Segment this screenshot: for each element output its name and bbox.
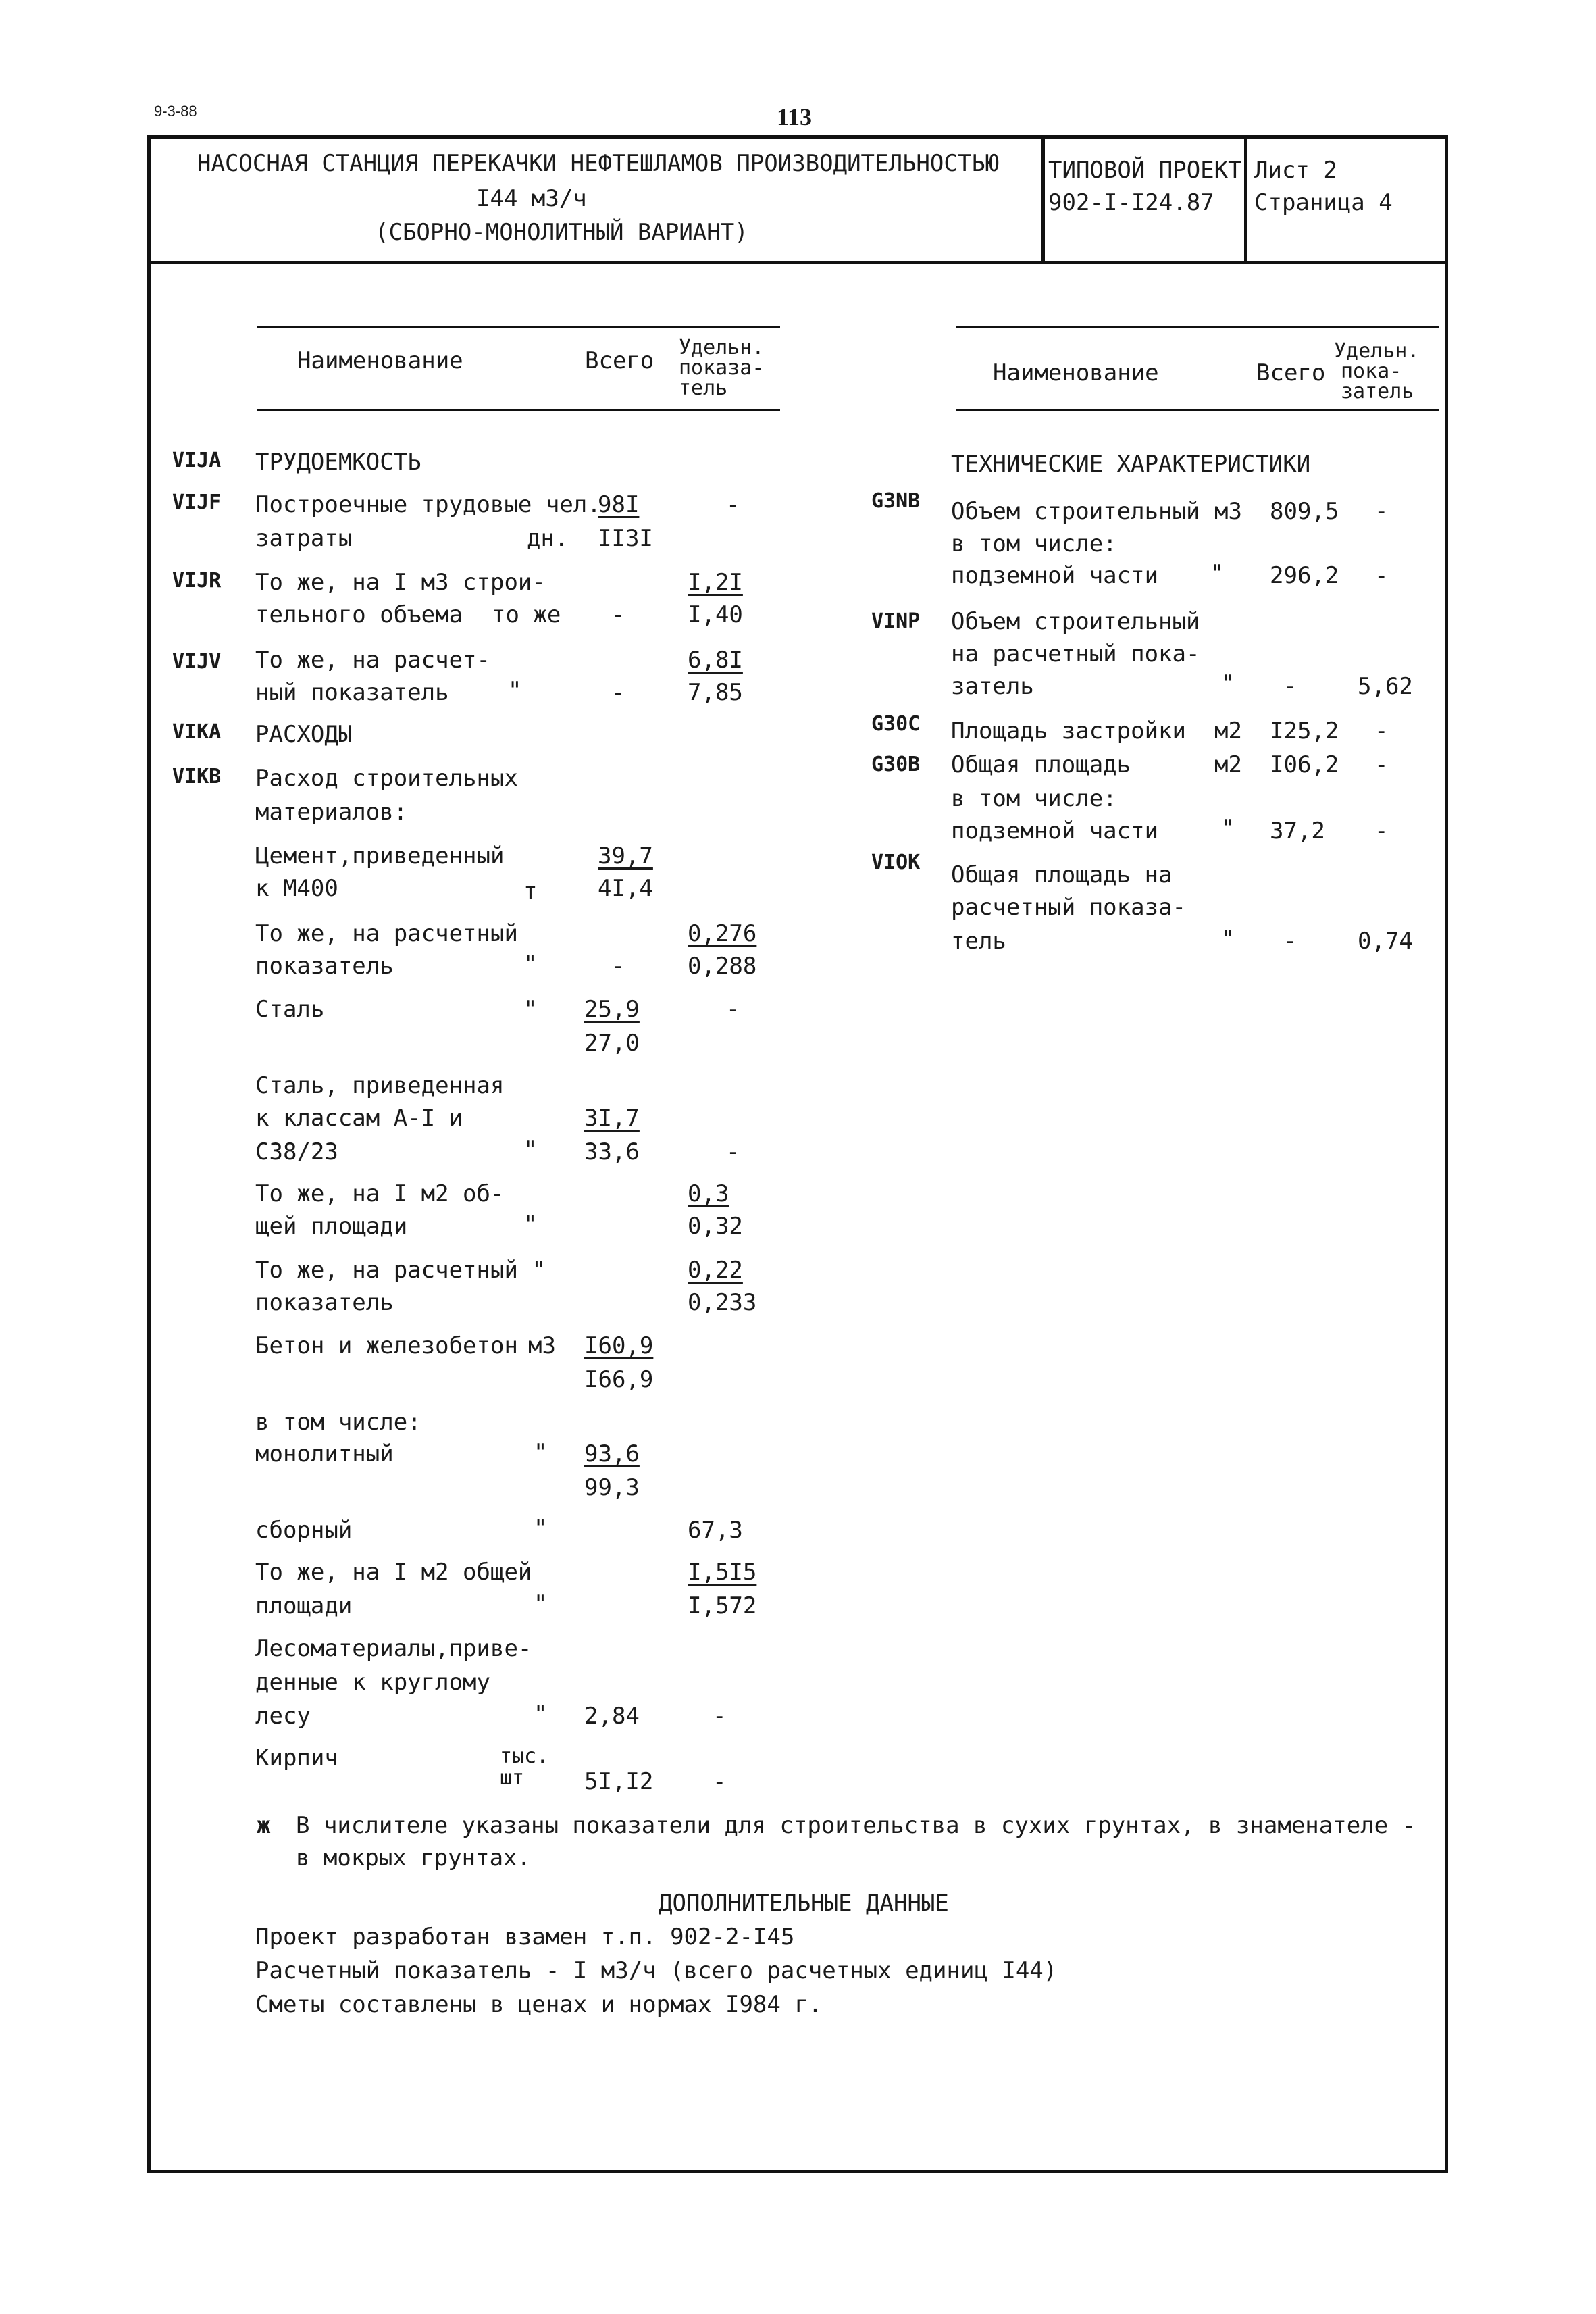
row-unit: " (1221, 926, 1235, 953)
row-name: площади (255, 1592, 353, 1619)
row-name: денные к круглому (255, 1669, 490, 1696)
row-name: в том числе: (255, 1409, 421, 1436)
value-denominator: 33,6 (584, 1138, 640, 1165)
value-dash: - (611, 953, 625, 980)
row-unit: тыс. (500, 1744, 549, 1768)
row-name: То же, на расчет- (255, 647, 490, 674)
code-label: VIJA (172, 449, 222, 472)
value-numerator: 0,22 (688, 1257, 743, 1284)
value-denominator: II3I (598, 525, 653, 552)
left-col-spec-1: Удельн. (679, 336, 765, 359)
value-single: 0,74 (1358, 928, 1413, 955)
left-table-top-rule (257, 326, 780, 328)
row-name: Объем строительный (951, 608, 1200, 635)
value-denominator: I,40 (688, 601, 743, 628)
value-dash: - (611, 601, 625, 628)
row-unit: то же (492, 601, 561, 628)
row-name: Общая площадь на (951, 861, 1173, 888)
value-denominator: 0,32 (688, 1213, 743, 1240)
value-numerator: 0,276 (688, 920, 757, 947)
row-unit: " (534, 1590, 548, 1617)
right-col-spec-2: пока- (1341, 359, 1402, 383)
value-numerator: 6,8I (688, 647, 743, 674)
value-numerator: 25,9 (584, 996, 640, 1023)
row-unit: " (1210, 560, 1225, 587)
row-unit: " (534, 1701, 548, 1728)
row-name: к классам А-I и (255, 1105, 463, 1132)
row-name: Сталь (255, 996, 325, 1023)
value-dash: - (713, 1768, 727, 1795)
code-label: VIKB (172, 765, 222, 788)
row-name: в том числе: (951, 785, 1117, 812)
value-single: 296,2 (1270, 562, 1339, 589)
row-unit: " (523, 1211, 538, 1238)
row-name: лесу (255, 1703, 311, 1730)
value-dash: - (1374, 562, 1389, 589)
row-name: То же, на расчетный (255, 920, 518, 947)
footnote-line2: в мокрых грунтах. (296, 1844, 531, 1871)
value-denominator: 7,85 (688, 679, 743, 706)
project-number: 902-I-I24.87 (1048, 189, 1214, 216)
value-dash: - (713, 1703, 727, 1730)
value-dash: - (1374, 818, 1389, 845)
value-single: 5,62 (1358, 673, 1413, 700)
row-name: к М400 (255, 875, 338, 902)
value-denominator: 0,288 (688, 953, 757, 980)
row-name: То же, на расчетный " (255, 1257, 546, 1284)
row-name: на расчетный пока- (951, 640, 1200, 668)
value-single: 37,2 (1270, 818, 1325, 845)
value-numerator: I,2I (688, 569, 743, 596)
value-single: 5I,I2 (584, 1768, 654, 1795)
value-denominator: 4I,4 (598, 875, 653, 902)
additional-line2: Расчетный показатель - I м3/ч (всего расчетных единиц I44) (255, 1957, 1058, 1984)
row-name: щей площади (255, 1213, 408, 1240)
left-col-total: Всего (585, 347, 654, 374)
row-name: тельного объема (255, 601, 463, 628)
right-col-name: Наименование (993, 359, 1159, 386)
row-name: Лесоматериалы,приве- (255, 1635, 532, 1662)
value-denominator: I,572 (688, 1592, 757, 1619)
row-unit: " (523, 996, 538, 1023)
row-unit: т (523, 878, 538, 905)
right-col-total: Всего (1256, 359, 1326, 386)
page-number: 113 (777, 103, 813, 130)
row-name: затраты (255, 525, 353, 552)
row-name: Сталь, приведенная (255, 1072, 505, 1099)
row-name: Кирпич (255, 1744, 338, 1771)
footnote-marker: ж (257, 1812, 271, 1839)
row-unit: " (523, 1136, 538, 1163)
value-dash: - (1283, 673, 1297, 700)
additional-title: ДОПОЛНИТЕЛЬНЫЕ ДАННЫЕ (659, 1890, 949, 1917)
row-unit: м3 (528, 1332, 556, 1359)
header-divider-1 (1041, 135, 1045, 263)
row-name: То же, на I м3 строи- (255, 569, 546, 596)
header-title-line2: I44 м3/ч (476, 185, 587, 212)
right-col-spec-3: затель (1341, 380, 1414, 403)
value-dash: - (1374, 751, 1389, 778)
header-title-line1: НАСОСНАЯ СТАНЦИЯ ПЕРЕКАЧКИ НЕФТЕШЛАМОВ ПРОИЗВОДИТЕЛЬНОСТЬЮ (197, 150, 1000, 177)
value-dash: - (726, 996, 740, 1023)
header-title-line3: (СБОРНО-МОНОЛИТНЫЙ ВАРИАНТ) (375, 219, 748, 246)
left-table-header-rule (257, 409, 780, 411)
value-denominator: 0,233 (688, 1289, 757, 1316)
row-unit: " (508, 677, 522, 704)
code-label: G30B (871, 753, 921, 776)
value-numerator: 98I (598, 491, 640, 518)
code-label: G30C (871, 712, 921, 736)
value-numerator: I60,9 (584, 1332, 654, 1359)
row-name: материалов: (255, 799, 408, 826)
section-heading: ТЕХНИЧЕСКИЕ ХАРАКТЕРИСТИКИ (951, 451, 1311, 478)
value-dash: - (1283, 928, 1297, 955)
row-unit: " (534, 1515, 548, 1542)
row-name: Объем строительный (951, 498, 1200, 525)
row-name: С38/23 (255, 1138, 338, 1165)
row-unit: м3 (1214, 498, 1242, 525)
row-name: подземной части (951, 562, 1159, 589)
row-unit: " (1221, 815, 1235, 842)
header-divider-2 (1244, 135, 1247, 263)
row-name: То же, на I м2 об- (255, 1180, 505, 1207)
row-unit: " (1221, 670, 1235, 697)
row-name: Общая площадь (951, 751, 1131, 778)
value-denominator: I66,9 (584, 1366, 654, 1393)
row-name: монолитный (255, 1440, 394, 1467)
value-dash: - (726, 491, 740, 518)
value-numerator: 93,6 (584, 1440, 640, 1467)
value-dash: - (1374, 498, 1389, 525)
value-single: 809,5 (1270, 498, 1339, 525)
value-numerator: 0,3 (688, 1180, 729, 1207)
row-name: в том числе: (951, 530, 1117, 557)
code-label: VINP (871, 609, 921, 633)
code-label: G3NB (871, 489, 921, 513)
value-single: I06,2 (1270, 751, 1339, 778)
row-name: сборный (255, 1517, 353, 1544)
value-numerator: 3I,7 (584, 1105, 640, 1132)
row-name: Бетон и железобетон (255, 1332, 518, 1359)
header-bottom-rule (147, 261, 1448, 264)
row-name: затель (951, 673, 1034, 700)
right-table-top-rule (956, 326, 1439, 328)
page-ref: Страница 4 (1254, 189, 1393, 216)
row-name: Площадь застройки (951, 718, 1186, 745)
footnote-line1: В числителе указаны показатели для строительства в сухих грунтах, в знаменателе - (296, 1812, 1416, 1839)
additional-line3: Сметы составлены в ценах и нормах I984 г. (255, 1991, 823, 2018)
right-col-spec-1: Удельн. (1334, 339, 1420, 363)
row-name: ный показатель (255, 679, 449, 706)
document-code: 9-3-88 (154, 103, 197, 120)
value-numerator: I,5I5 (688, 1559, 757, 1586)
row-name: Расход строительных (255, 765, 518, 792)
row-name: расчетный показа- (951, 894, 1186, 921)
section-heading: ТРУДОЕМКОСТЬ (255, 449, 421, 476)
right-table-header-rule (956, 409, 1439, 411)
row-unit: шт (500, 1766, 525, 1790)
value-dash: - (726, 1138, 740, 1165)
row-unit: " (523, 951, 538, 978)
row-name: тель (951, 928, 1006, 955)
left-col-name: Наименование (297, 347, 463, 374)
project-label: ТИПОВОЙ ПРОЕКТ (1048, 157, 1242, 184)
additional-line1: Проект разработан взамен т.п. 902-2-I45 (255, 1923, 795, 1951)
code-label: VIJF (172, 491, 222, 514)
code-label: VIKA (172, 720, 222, 744)
row-unit: дн. (527, 525, 569, 552)
row-name: показатель (255, 953, 394, 980)
code-label: VIOK (871, 851, 921, 874)
code-label: VIJR (172, 569, 222, 593)
value-dash: - (1374, 718, 1389, 745)
row-name: То же, на I м2 общей (255, 1559, 532, 1586)
value-single: I25,2 (1270, 718, 1339, 745)
row-unit: м2 (1214, 751, 1242, 778)
row-name: Построечные трудовые чел. (255, 491, 601, 518)
left-col-spec-3: тель (679, 376, 728, 400)
row-name: подземной части (951, 818, 1159, 845)
value-denominator: 99,3 (584, 1474, 640, 1501)
value-dash: - (611, 679, 625, 706)
value-single: 2,84 (584, 1703, 640, 1730)
sheet-number: Лист 2 (1254, 157, 1337, 184)
section-heading: РАСХОДЫ (255, 721, 353, 748)
value-numerator: 39,7 (598, 842, 653, 870)
code-label: VIJV (172, 650, 222, 674)
left-col-spec-2: показа- (679, 356, 765, 380)
row-unit: " (534, 1439, 548, 1466)
row-name: Цемент,приведенный (255, 842, 505, 870)
row-unit: м2 (1214, 718, 1242, 745)
row-name: показатель (255, 1289, 394, 1316)
value-single: 67,3 (688, 1517, 743, 1544)
value-denominator: 27,0 (584, 1030, 640, 1057)
